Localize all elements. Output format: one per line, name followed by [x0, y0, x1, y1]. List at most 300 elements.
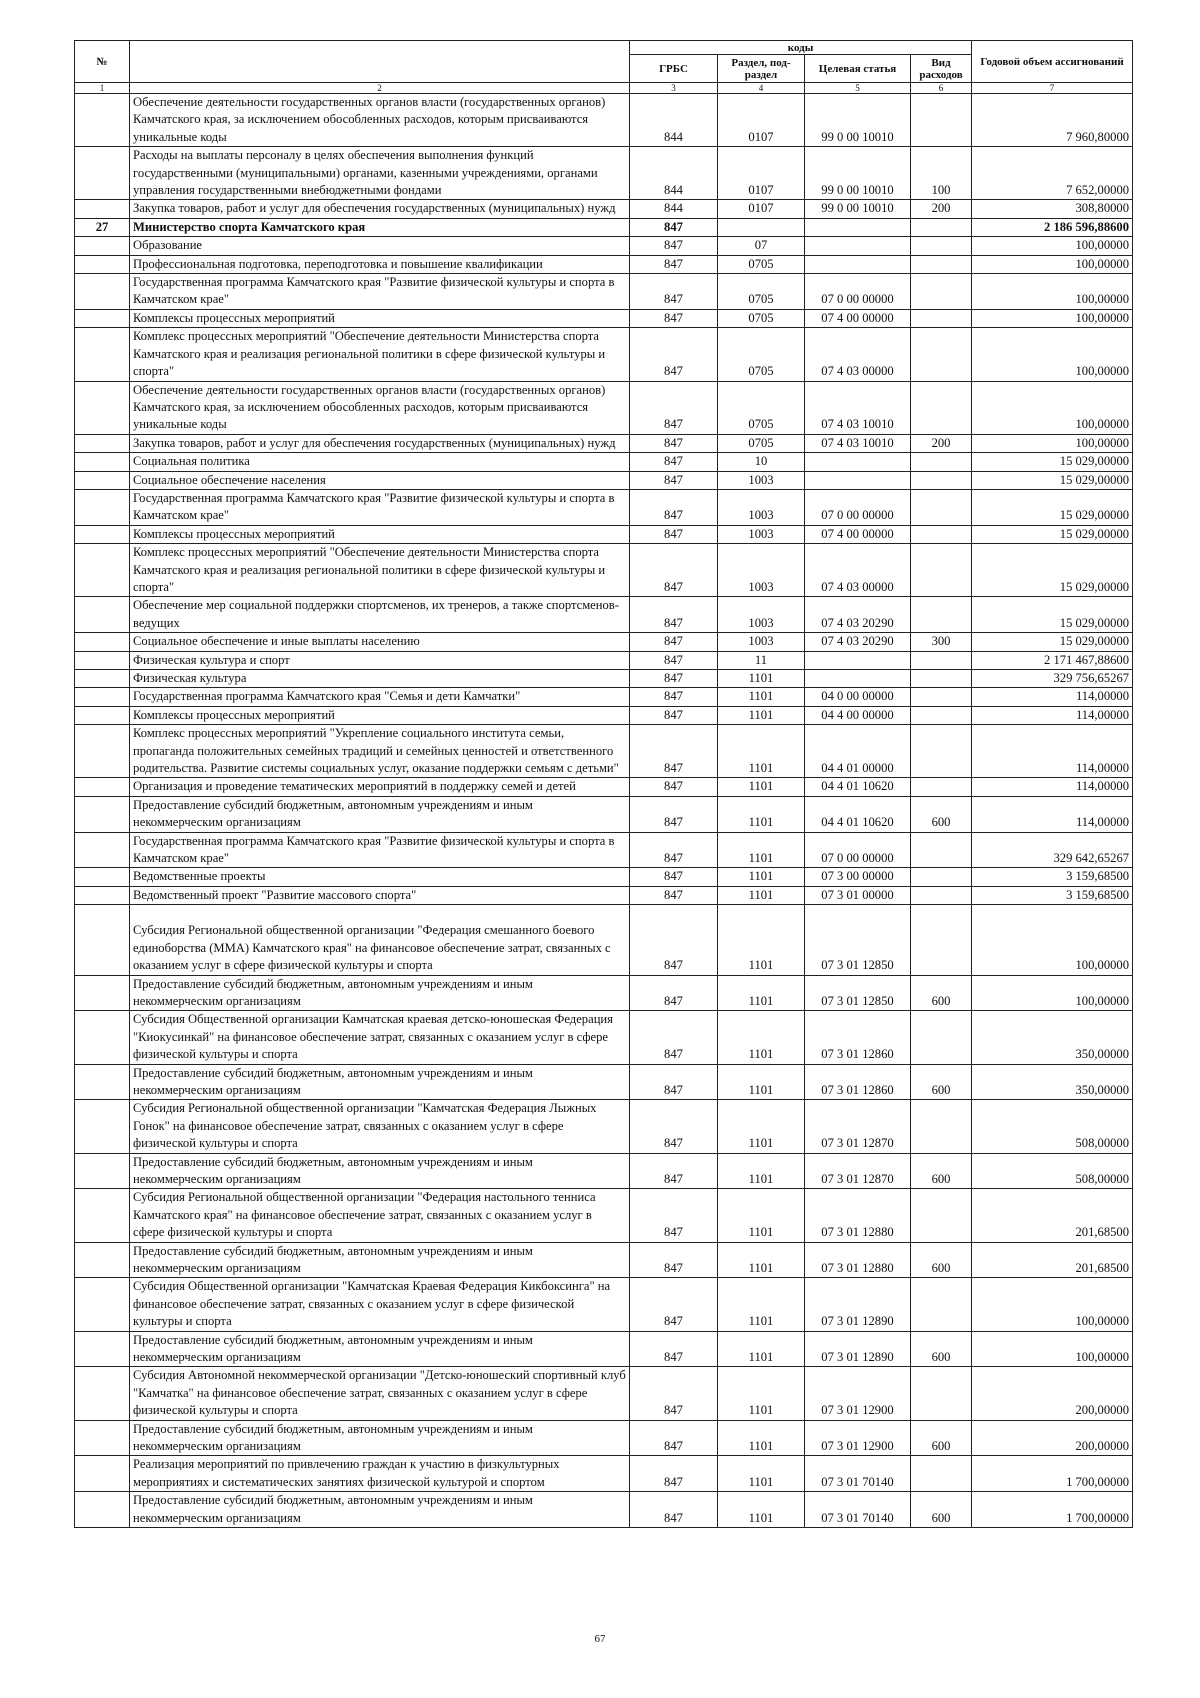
row-expense-type [911, 905, 972, 975]
row-grbs: 847 [630, 309, 718, 327]
row-number [75, 1153, 130, 1189]
row-article: 07 3 01 12870 [805, 1153, 911, 1189]
row-section: 1003 [718, 633, 805, 651]
row-grbs: 847 [630, 434, 718, 452]
row-section: 0705 [718, 381, 805, 434]
table-row [75, 706, 1133, 724]
row-amount: 100,00000 [972, 309, 1133, 327]
row-amount: 201,68500 [972, 1189, 1133, 1242]
row-section: 1101 [718, 1064, 805, 1100]
row-amount: 100,00000 [972, 274, 1133, 310]
row-expense-type [911, 778, 972, 796]
row-expense-type [911, 309, 972, 327]
row-name: Предоставление субсидий бюджетным, автономным учреждениям и иным некоммерческим организациям [130, 796, 630, 832]
row-expense-type [911, 706, 972, 724]
row-number [75, 1420, 130, 1456]
row-number [75, 975, 130, 1011]
table-row [75, 328, 1133, 381]
table-row [75, 832, 1133, 868]
row-number [75, 1367, 130, 1420]
row-number [75, 778, 130, 796]
row-grbs: 847 [630, 832, 718, 868]
col-number: 1 [75, 83, 130, 94]
row-number [75, 832, 130, 868]
col-number: 7 [972, 83, 1133, 94]
row-amount: 308,80000 [972, 200, 1133, 218]
row-grbs: 847 [630, 1153, 718, 1189]
row-article: 07 4 03 20290 [805, 597, 911, 633]
row-expense-type [911, 1100, 972, 1153]
table-row [75, 778, 1133, 796]
row-grbs: 847 [630, 1189, 718, 1242]
table-row [75, 905, 1133, 975]
row-section: 1003 [718, 597, 805, 633]
row-number [75, 725, 130, 778]
row-section: 07 [718, 237, 805, 255]
col-number: 5 [805, 83, 911, 94]
row-amount: 15 029,00000 [972, 489, 1133, 525]
row-amount: 329 756,65267 [972, 670, 1133, 688]
table-row [75, 200, 1133, 218]
row-grbs: 847 [630, 489, 718, 525]
row-section: 1003 [718, 471, 805, 489]
table-row [75, 1331, 1133, 1367]
table-row [75, 1153, 1133, 1189]
row-article: 07 4 03 00000 [805, 328, 911, 381]
row-amount: 508,00000 [972, 1100, 1133, 1153]
row-number [75, 1331, 130, 1367]
row-section: 1101 [718, 886, 805, 904]
table-row [75, 471, 1133, 489]
row-grbs: 847 [630, 1367, 718, 1420]
header-codes: коды [630, 41, 972, 55]
row-number [75, 471, 130, 489]
row-section: 1101 [718, 1153, 805, 1189]
table-row [75, 434, 1133, 452]
row-number: 27 [75, 218, 130, 236]
table-row [75, 489, 1133, 525]
row-grbs: 847 [630, 453, 718, 471]
row-name: Обеспечение деятельности государственных органов власти (государственных органов) Камчатского края, за исключением обособленных расходов, которым присваиваются уникальные коды [130, 381, 630, 434]
table-row [75, 633, 1133, 651]
row-grbs: 847 [630, 868, 718, 886]
header-expense-type: Вид расходов [911, 55, 972, 83]
row-section: 1101 [718, 725, 805, 778]
row-name: Комплексы процессных мероприятий [130, 309, 630, 327]
table-row [75, 975, 1133, 1011]
row-grbs: 847 [630, 274, 718, 310]
table-row [75, 525, 1133, 543]
row-article: 07 3 01 12890 [805, 1278, 911, 1331]
row-section [718, 218, 805, 236]
table-row [75, 1064, 1133, 1100]
table-row [75, 868, 1133, 886]
row-expense-type [911, 453, 972, 471]
row-grbs: 847 [630, 796, 718, 832]
row-expense-type: 600 [911, 975, 972, 1011]
page-number: 67 [594, 1633, 606, 1645]
row-name: Комплексы процессных мероприятий [130, 706, 630, 724]
row-expense-type [911, 886, 972, 904]
row-name: Субсидия Общественной организации Камчатская краевая детско-юношеская Федерация "Киокусинкай" на финансовое обеспечение затрат, связанных с оказанием услуг в сфере физической культуры и спорта [130, 1011, 630, 1064]
row-number [75, 688, 130, 706]
col-number: 6 [911, 83, 972, 94]
row-expense-type [911, 725, 972, 778]
row-article: 07 4 03 20290 [805, 633, 911, 651]
row-expense-type [911, 274, 972, 310]
table-row [75, 670, 1133, 688]
header-grbs: ГРБС [630, 55, 718, 83]
row-grbs: 847 [630, 633, 718, 651]
table-body [75, 94, 1133, 1528]
col-number: 2 [130, 83, 630, 94]
table-row [75, 453, 1133, 471]
row-expense-type: 600 [911, 1492, 972, 1528]
row-amount: 114,00000 [972, 688, 1133, 706]
row-amount: 2 186 596,88600 [972, 218, 1133, 236]
row-article [805, 471, 911, 489]
row-name: Государственная программа Камчатского края "Семья и дети Камчатки" [130, 688, 630, 706]
table-row [75, 597, 1133, 633]
row-amount: 100,00000 [972, 255, 1133, 273]
row-section: 1101 [718, 706, 805, 724]
row-article: 07 3 01 70140 [805, 1492, 911, 1528]
row-amount: 350,00000 [972, 1064, 1133, 1100]
row-number [75, 651, 130, 669]
table-header [75, 41, 1133, 94]
row-amount: 350,00000 [972, 1011, 1133, 1064]
row-name: Комплекс процессных мероприятий "Обеспечение деятельности Министерства спорта Камчатского края и реализация региональной политики в сфере физической культуры и спорта" [130, 544, 630, 597]
row-section: 1101 [718, 670, 805, 688]
row-name: Расходы на выплаты персоналу в целях обеспечения выполнения функций государственными (муниципальными) органами, казенными учреждениями, органами управления государственными внебюджетными фондами [130, 147, 630, 200]
row-article: 07 3 01 70140 [805, 1456, 911, 1492]
row-grbs: 847 [630, 1331, 718, 1367]
row-article: 07 0 00 00000 [805, 832, 911, 868]
row-expense-type [911, 1278, 972, 1331]
table-row [75, 1242, 1133, 1278]
row-number [75, 453, 130, 471]
row-expense-type [911, 868, 972, 886]
row-expense-type [911, 688, 972, 706]
row-grbs: 847 [630, 778, 718, 796]
row-section: 1101 [718, 796, 805, 832]
row-number [75, 147, 130, 200]
row-name: Субсидия Региональной общественной организации "Федерация смешанного боевого единоборства (ММА) Камчатского края" на финансовое обеспечение затрат, связанных с оказанием услуг в сфере физической культуры и спорта [130, 905, 630, 975]
header-article: Целевая статья [805, 55, 911, 83]
table-row [75, 1278, 1133, 1331]
row-section: 0107 [718, 94, 805, 147]
row-section: 0705 [718, 255, 805, 273]
row-grbs: 847 [630, 725, 718, 778]
row-number [75, 1189, 130, 1242]
row-grbs: 847 [630, 670, 718, 688]
row-number [75, 1456, 130, 1492]
row-article: 07 4 00 00000 [805, 525, 911, 543]
row-expense-type: 600 [911, 1242, 972, 1278]
table-row [75, 309, 1133, 327]
row-expense-type [911, 381, 972, 434]
row-amount: 201,68500 [972, 1242, 1133, 1278]
row-name: Социальное обеспечение и иные выплаты населению [130, 633, 630, 651]
row-grbs: 847 [630, 1456, 718, 1492]
row-article [805, 218, 911, 236]
row-grbs: 847 [630, 218, 718, 236]
row-expense-type: 600 [911, 1153, 972, 1189]
col-number: 3 [630, 83, 718, 94]
row-grbs: 847 [630, 544, 718, 597]
row-section: 1003 [718, 544, 805, 597]
row-number [75, 255, 130, 273]
row-grbs: 847 [630, 1492, 718, 1528]
table-row [75, 237, 1133, 255]
row-article: 07 3 01 12900 [805, 1367, 911, 1420]
row-section: 1101 [718, 778, 805, 796]
row-expense-type [911, 471, 972, 489]
row-amount: 100,00000 [972, 1278, 1133, 1331]
row-amount: 15 029,00000 [972, 633, 1133, 651]
row-expense-type [911, 525, 972, 543]
row-name: Субсидия Автономной некоммерческой организации "Детско-юношеский спортивный клуб "Камчатка" на финансовое обеспечение затрат, связанных с оказанием услуг в сфере физической культуры и спорта [130, 1367, 630, 1420]
row-article: 04 0 00 00000 [805, 688, 911, 706]
row-section: 10 [718, 453, 805, 471]
row-name: Субсидия Общественной организации "Камчатская Краевая Федерация Кикбоксинга" на финансовое обеспечение затрат, связанных с оказанием услуг в сфере физической культуры и спорта [130, 1278, 630, 1331]
row-expense-type [911, 832, 972, 868]
row-article: 04 4 01 10620 [805, 778, 911, 796]
row-grbs: 847 [630, 688, 718, 706]
table-row [75, 147, 1133, 200]
row-expense-type [911, 218, 972, 236]
row-expense-type [911, 94, 972, 147]
row-expense-type [911, 328, 972, 381]
row-amount: 100,00000 [972, 328, 1133, 381]
row-section: 1101 [718, 1242, 805, 1278]
row-article: 07 3 01 12900 [805, 1420, 911, 1456]
row-article [805, 237, 911, 255]
row-grbs: 847 [630, 886, 718, 904]
header-column-numbers [75, 83, 1133, 94]
row-grbs: 847 [630, 905, 718, 975]
row-section: 1003 [718, 489, 805, 525]
row-amount: 15 029,00000 [972, 544, 1133, 597]
row-amount: 100,00000 [972, 905, 1133, 975]
row-grbs: 847 [630, 597, 718, 633]
row-name: Предоставление субсидий бюджетным, автономным учреждениям и иным некоммерческим организациям [130, 1242, 630, 1278]
row-expense-type: 100 [911, 147, 972, 200]
row-expense-type [911, 1456, 972, 1492]
row-article [805, 255, 911, 273]
row-grbs: 847 [630, 706, 718, 724]
row-number [75, 886, 130, 904]
table-row [75, 1492, 1133, 1528]
row-expense-type: 600 [911, 1064, 972, 1100]
row-amount: 114,00000 [972, 778, 1133, 796]
row-article: 07 0 00 00000 [805, 489, 911, 525]
row-name: Субсидия Региональной общественной организации "Камчатская Федерация Лыжных Гонок" на финансовое обеспечение затрат, связанных с оказанием услуг в сфере физической культуры и спорта [130, 1100, 630, 1153]
row-article: 07 3 01 12880 [805, 1189, 911, 1242]
row-article: 07 3 01 12880 [805, 1242, 911, 1278]
row-amount: 15 029,00000 [972, 597, 1133, 633]
row-expense-type [911, 1189, 972, 1242]
header-no: № [75, 41, 130, 83]
row-number [75, 525, 130, 543]
row-amount: 100,00000 [972, 237, 1133, 255]
row-name: Предоставление субсидий бюджетным, автономным учреждениям и иным некоммерческим организациям [130, 1492, 630, 1528]
header-name [130, 41, 630, 83]
row-amount: 15 029,00000 [972, 453, 1133, 471]
row-number [75, 1100, 130, 1153]
row-number [75, 633, 130, 651]
col-number: 4 [718, 83, 805, 94]
row-section: 0705 [718, 434, 805, 452]
row-name: Профессиональная подготовка, переподготовка и повышение квалификации [130, 255, 630, 273]
row-number [75, 309, 130, 327]
row-article: 99 0 00 10010 [805, 94, 911, 147]
row-article: 04 4 01 10620 [805, 796, 911, 832]
row-article [805, 651, 911, 669]
row-name: Закупка товаров, работ и услуг для обеспечения государственных (муниципальных) нужд [130, 434, 630, 452]
row-number [75, 434, 130, 452]
row-expense-type: 600 [911, 1331, 972, 1367]
row-article: 07 3 01 12890 [805, 1331, 911, 1367]
row-expense-type: 600 [911, 796, 972, 832]
row-name: Комплекс процессных мероприятий "Укрепление социального института семьи, пропаганда положительных семейных традиций и семейных ценностей и ответственного родительства. Развитие системы социальных услуг, оказание поддержки семьям с детьми" [130, 725, 630, 778]
row-article: 04 4 01 00000 [805, 725, 911, 778]
row-name: Организация и проведение тематических мероприятий в поддержку семей и детей [130, 778, 630, 796]
row-article: 07 3 00 00000 [805, 868, 911, 886]
row-article: 07 4 03 10010 [805, 434, 911, 452]
row-name: Обеспечение деятельности государственных органов власти (государственных органов) Камчатского края, за исключением обособленных расходов, которым присваиваются уникальные коды [130, 94, 630, 147]
row-amount: 15 029,00000 [972, 525, 1133, 543]
row-expense-type [911, 489, 972, 525]
row-article: 99 0 00 10010 [805, 200, 911, 218]
row-section: 0107 [718, 200, 805, 218]
row-name: Ведомственные проекты [130, 868, 630, 886]
row-number [75, 1064, 130, 1100]
row-number [75, 237, 130, 255]
row-amount: 7 960,80000 [972, 94, 1133, 147]
row-number [75, 544, 130, 597]
row-article [805, 453, 911, 471]
row-number [75, 274, 130, 310]
row-section: 1101 [718, 1420, 805, 1456]
row-name: Физическая культура [130, 670, 630, 688]
row-amount: 114,00000 [972, 725, 1133, 778]
row-expense-type [911, 670, 972, 688]
table-row [75, 381, 1133, 434]
row-grbs: 847 [630, 1064, 718, 1100]
row-grbs: 847 [630, 1100, 718, 1153]
row-amount: 100,00000 [972, 381, 1133, 434]
table-row [75, 1420, 1133, 1456]
row-number [75, 597, 130, 633]
row-expense-type [911, 255, 972, 273]
row-article: 04 4 00 00000 [805, 706, 911, 724]
row-number [75, 1242, 130, 1278]
row-section: 0705 [718, 328, 805, 381]
row-section: 1101 [718, 832, 805, 868]
table-row [75, 688, 1133, 706]
row-number [75, 796, 130, 832]
row-number [75, 1011, 130, 1064]
row-name: Субсидия Региональной общественной организации "Федерация настольного тенниса Камчатского края" на финансовое обеспечение затрат, связанных с оказанием услуг в сфере физической культуры и спорта [130, 1189, 630, 1242]
row-grbs: 847 [630, 255, 718, 273]
row-grbs: 847 [630, 381, 718, 434]
budget-table-sheet [74, 40, 1132, 1528]
row-expense-type [911, 651, 972, 669]
row-grbs: 847 [630, 1278, 718, 1331]
row-number [75, 670, 130, 688]
row-number [75, 489, 130, 525]
row-expense-type [911, 1011, 972, 1064]
row-name: Предоставление субсидий бюджетным, автономным учреждениям и иным некоммерческим организациям [130, 1153, 630, 1189]
row-name: Комплекс процессных мероприятий "Обеспечение деятельности Министерства спорта Камчатского края и реализация региональной политики в сфере физической культуры и спорта" [130, 328, 630, 381]
row-amount: 1 700,00000 [972, 1456, 1133, 1492]
row-section: 1101 [718, 975, 805, 1011]
row-section: 1101 [718, 688, 805, 706]
row-number [75, 328, 130, 381]
row-name: Социальная политика [130, 453, 630, 471]
row-section: 1101 [718, 1100, 805, 1153]
row-section: 1101 [718, 1278, 805, 1331]
row-article: 07 0 00 00000 [805, 274, 911, 310]
table-row [75, 274, 1133, 310]
row-name: Закупка товаров, работ и услуг для обеспечения государственных (муниципальных) нужд [130, 200, 630, 218]
row-name: Физическая культура и спорт [130, 651, 630, 669]
row-article: 07 3 01 12850 [805, 975, 911, 1011]
row-article: 07 3 01 12860 [805, 1011, 911, 1064]
row-number [75, 1492, 130, 1528]
row-name: Образование [130, 237, 630, 255]
table-row [75, 255, 1133, 273]
row-section: 1101 [718, 1367, 805, 1420]
row-expense-type [911, 1367, 972, 1420]
row-grbs: 847 [630, 975, 718, 1011]
table-row [75, 94, 1133, 147]
row-name: Министерство спорта Камчатского края [130, 218, 630, 236]
row-section: 1101 [718, 1011, 805, 1064]
row-section: 1101 [718, 1492, 805, 1528]
row-amount: 15 029,00000 [972, 471, 1133, 489]
row-amount: 200,00000 [972, 1420, 1133, 1456]
row-grbs: 844 [630, 94, 718, 147]
row-amount: 7 652,00000 [972, 147, 1133, 200]
row-amount: 2 171 467,88600 [972, 651, 1133, 669]
row-section: 1101 [718, 905, 805, 975]
row-number [75, 868, 130, 886]
row-section: 1101 [718, 1189, 805, 1242]
row-article: 07 4 03 00000 [805, 544, 911, 597]
row-amount: 100,00000 [972, 434, 1133, 452]
row-article: 07 3 01 12850 [805, 905, 911, 975]
row-name: Государственная программа Камчатского края "Развитие физической культуры и спорта в Камчатском крае" [130, 832, 630, 868]
table-row [75, 725, 1133, 778]
row-number [75, 381, 130, 434]
table-row [75, 1011, 1133, 1064]
row-name: Комплексы процессных мероприятий [130, 525, 630, 543]
row-grbs: 847 [630, 471, 718, 489]
row-grbs: 847 [630, 1242, 718, 1278]
row-expense-type [911, 544, 972, 597]
row-grbs: 847 [630, 525, 718, 543]
header-section: Раздел, под-раздел [718, 55, 805, 83]
row-expense-type: 600 [911, 1420, 972, 1456]
row-name: Предоставление субсидий бюджетным, автономным учреждениям и иным некоммерческим организациям [130, 1420, 630, 1456]
row-article: 07 4 00 00000 [805, 309, 911, 327]
row-grbs: 844 [630, 147, 718, 200]
row-name: Ведомственный проект "Развитие массового спорта" [130, 886, 630, 904]
table-row [75, 886, 1133, 904]
row-name: Государственная программа Камчатского края "Развитие физической культуры и спорта в Камчатском крае" [130, 274, 630, 310]
